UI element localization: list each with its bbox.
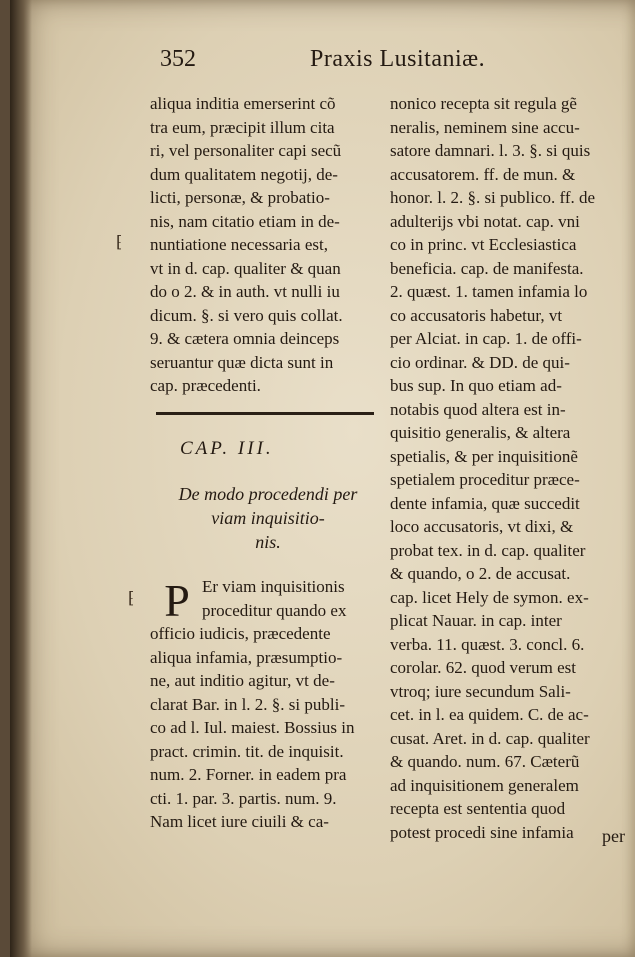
section-rule (156, 412, 374, 415)
running-title: Praxis Lusitaniæ. (310, 46, 486, 72)
text-line: co in princ. vt Ecclesiastica (390, 235, 577, 254)
text-line: honor. l. 2. §. si publico. ff. de (390, 188, 596, 207)
drop-capital: P (164, 575, 190, 626)
text-line: vt in d. cap. qualiter & quan (150, 258, 341, 278)
text-line: nonico recepta sit regula gẽ (390, 94, 577, 113)
text-line: co accusatoris habetur, vt (390, 305, 563, 325)
subtitle-line: nis. (255, 532, 281, 552)
text-line: pract. crimin. tit. de inquisit. (150, 741, 344, 761)
chapter-body-text (150, 575, 386, 834)
text-line: tra eum, præcipit illum cita (150, 117, 335, 137)
text-line: adulterijs vbi notat. cap. vni (390, 211, 580, 231)
text-line: spetialis, & per inquisitionẽ (390, 446, 578, 466)
text-line: seruantur quæ dicta sunt in (150, 352, 334, 372)
text-line: co ad l. Iul. maiest. Bossius in (150, 718, 355, 737)
text-line: cio ordinar. & DD. de qui- (390, 352, 570, 372)
text-line: cap. præcedenti. (150, 376, 261, 395)
text-line: licti, personæ, & probatio- (150, 188, 330, 207)
text-line: ne, aut inditio agitur, vt de- (150, 671, 335, 690)
text-line: dum qualitatem negotij, de- (150, 164, 338, 184)
text-line: vtroq; iure secundum Sali- (390, 681, 571, 701)
text-line: num. 2. Forner. in eadem pra (150, 765, 347, 784)
text-line: verba. 11. quæst. 3. concl. 6. (390, 634, 585, 654)
text-line: spetialem proceditur præce- (390, 470, 580, 489)
text-line: neralis, neminem sine accu- (390, 117, 580, 137)
text-line: aliqua infamia, præsumptio- (150, 647, 343, 667)
text-line: probat tex. in d. cap. qualiter (390, 540, 586, 560)
text-line: loco accusatoris, vt dixi, & (390, 517, 574, 536)
page-number: 352 (160, 46, 196, 72)
text-line: beneficia. cap. de manifesta. (390, 258, 584, 278)
subtitle-line: viam inquisitio- (211, 508, 325, 528)
text-line: per Alciat. in cap. 1. de offi- (390, 329, 582, 348)
margin-bracket-mark: ⁅ (128, 590, 135, 607)
text-line: officio iudicis, præcedente (150, 624, 331, 643)
text-line: nis, nam citatio etiam in de- (150, 211, 340, 231)
text-line: aliqua inditia emerserint cõ (150, 94, 336, 113)
text-line: do o 2. & in auth. vt nulli iu (150, 282, 340, 301)
text-line: dicum. §. si vero quis collat. (150, 305, 343, 325)
margin-bracket-mark: ⁅ (116, 234, 123, 251)
text-line: recepta est sententia quod (390, 799, 566, 818)
subtitle-line: De modo procedendi per (178, 484, 358, 504)
text-line: quisitio generalis, & altera (390, 423, 571, 442)
text-line: satore damnari. l. 3. §. si quis (390, 141, 591, 160)
text-line: potest procedi sine infamia (390, 822, 574, 842)
text-line: 9. & cætera omnia deinceps (150, 329, 340, 348)
text-line: cet. in l. ea quidem. C. de ac- (390, 705, 589, 724)
chapter-subtitle (150, 482, 386, 554)
catchword: per (602, 826, 625, 846)
text-line: clarat Bar. in l. 2. §. si publi- (150, 694, 345, 714)
text-line: corolar. 62. quod verum est (390, 658, 577, 677)
text-line: nuntiatione necessaria est, (150, 235, 328, 254)
text-line: cap. licet Hely de symon. ex- (390, 587, 589, 607)
text-line: & quando, o 2. de accusat. (390, 564, 571, 583)
text-line: ad inquisitionem generalem (390, 775, 579, 795)
text-line: 2. quæst. 1. tamen infamia lo (390, 282, 588, 301)
right-column-text (390, 92, 628, 844)
text-line: dente infamia, quæ succedit (390, 493, 580, 513)
text-line: & quando. num. 67. Cæterũ (390, 752, 580, 771)
text-line: accusatorem. ff. de mun. & (390, 164, 576, 184)
chapter-heading: CAP. III. (180, 438, 274, 459)
book-page (10, 0, 635, 957)
text-line: notabis quod altera est in- (390, 399, 566, 419)
text-line: cti. 1. par. 3. partis. num. 9. (150, 788, 337, 808)
text-line: ri, vel personaliter capi secũ (150, 141, 342, 160)
text-line: cusat. Aret. in d. cap. qualiter (390, 728, 590, 748)
page-header (160, 46, 500, 80)
text-line: plicat Nauar. in cap. inter (390, 611, 562, 630)
left-column-text (150, 92, 386, 398)
text-line: bus sup. In quo etiam ad- (390, 376, 562, 395)
book-spine (10, 0, 32, 957)
text-line: proceditur quando ex (202, 600, 347, 620)
text-line: Nam licet iure ciuili & ca- (150, 812, 329, 831)
text-line: Er viam inquisitionis (202, 577, 345, 596)
